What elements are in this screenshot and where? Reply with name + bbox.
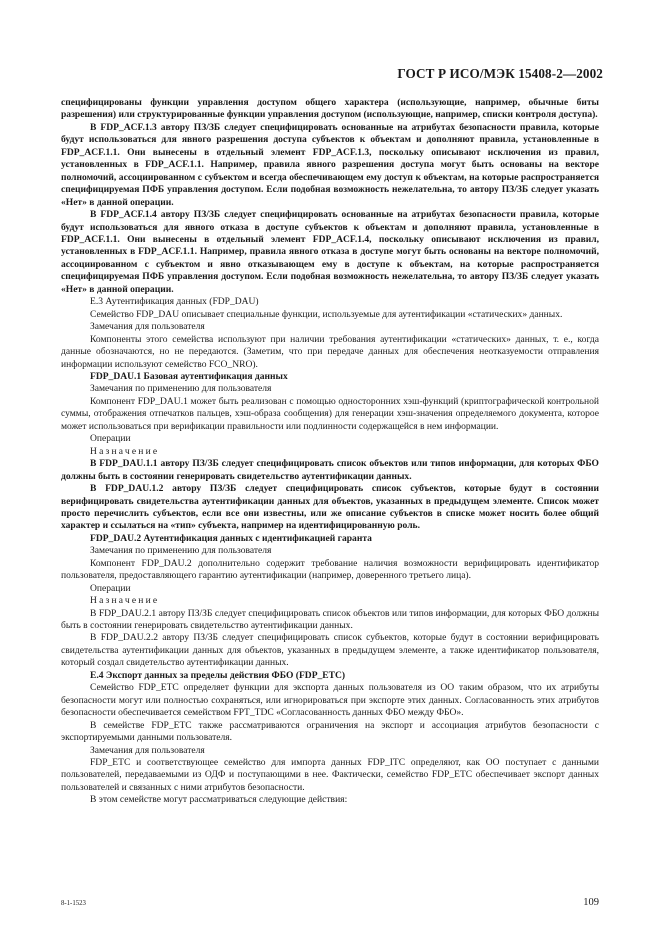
subheading-spaced: Назначение bbox=[90, 595, 160, 607]
paragraph: Семейство FDP_DAU описывает специальные функции, используемые для аутентификации «статических» данных. bbox=[90, 308, 563, 320]
paragraph: В FDP_DAU.1.1 автору ПЗ/ЗБ следует специфицировать список объектов или типов информации, для которых ФБО должны быть в состоянии генерировать свидетельство аутентификации данных. bbox=[61, 458, 599, 482]
paragraph: Семейство FDP_ETC определяет функции для экспорта данных пользователя из ОО таким образом, что их атрибуты безопасности могут или полностью сохраняться, или игнорироваться при экспорте этих данных. Согласованность этих атрибутов безопасности обеспечивается семейством FPT_TDC «Согласованность данных ФБО между ФБО». bbox=[61, 682, 599, 719]
subheading: Операции bbox=[90, 433, 131, 445]
subheading: Замечания для пользователя bbox=[90, 744, 205, 756]
paragraph: В FDP_ACF.1.3 автору ПЗ/ЗБ следует специфицировать основанные на атрибутах безопасности правила, которые будут использоваться для явного разрешения доступа субъектов к объектам и дополняют правила, установленные в FDP_ACF.1.1. Они вынесены в отдельный элемент FDP_ACF.1.3, поскольку описывают исключения из правил, установленных в FDP_ACF.1.1. Например, правила явного разрешения доступа могут быть основаны на векторе полномочий, ассоциированном с субъектом и всегда обеспечивающем ему доступ к объектам, на которые распространяется специфицируемая ПФБ управления доступом. Если подобная возможность нежелательна, то автору ПЗ/ЗБ следует указать «Нет» в данной операции. bbox=[61, 121, 599, 208]
paragraph: Компонент FDP_DAU.2 дополнительно содержит требование наличия возможности верифицировать идентификатор пользователя, предоставляющего гарантию аутентификации (например, доверенного третьего лица). bbox=[61, 557, 599, 582]
paragraph: В семействе FDP_ETC также рассматриваются ограничения на экспорт и ассоциация атрибутов безопасности с экспортируемыми данными пользователя. bbox=[61, 719, 599, 744]
document-body bbox=[61, 97, 599, 807]
section-heading: Е.4 Экспорт данных за пределы действия ФБО (FDP_ETC) bbox=[90, 669, 346, 681]
paragraph: В FDP_DAU.1.2 автору ПЗ/ЗБ следует специфицировать список субъектов, которые будут в состоянии верифицировать свидетельства аутентификации данных для объектов, указанных в предыдущем элементе. Список может просто перечислить субъектов, если все они известны, или же описание субъектов в списке может носить более общий характер и ссылаться на «тип» субъекта, например на идентифицированную роль. bbox=[61, 483, 599, 532]
subheading: Замечания для пользователя bbox=[90, 321, 205, 333]
paragraph: В FDP_ACF.1.4 автору ПЗ/ЗБ следует специфицировать основанные на атрибутах безопасности правила, которые будут использоваться для явного отказа в доступе субъектов к объектам и дополняют правила, установленные в FDP_ACF.1.1. Они вынесены в отдельный элемент FDP_ACF.1.4, поскольку описывают исключения из правил, установленных в FDP_ACF.1.1. Например, правила явного отказа в доступе могут быть основаны на векторе полномочий, ассоциированном с субъектом и явно отказывающем ему в доступе к объектам, на которые распространяется специфицируемая ПФБ управления доступом. Если подобная возможность нежелательна, то автору ПЗ/ЗБ следует указать «Нет» в данной операции. bbox=[61, 209, 599, 295]
section-heading: Е.3 Аутентификация данных (FDP_DAU) bbox=[90, 296, 259, 308]
paragraph: Компоненты этого семейства используют при наличии требования аутентификации «статических» данных, т. е., когда данные обозначаются, но не передаются. (Заметим, что при передаче данных для обеспечения неотказуемости отправления информации используют семейство FCO_NRO). bbox=[61, 333, 599, 370]
subheading: Операции bbox=[90, 582, 131, 594]
paragraph: В FDP_DAU.2.2 автору ПЗ/ЗБ следует специфицировать список субъектов, которые будут в состоянии верифицировать свидетельства аутентификации данных для объектов, указанных в предыдущем элементе, а также идентификатор пользователя, который создал свидетельство аутентификации данных. bbox=[61, 632, 599, 669]
paragraph: Компонент FDP_DAU.1 может быть реализован с помощью односторонних хэш-функций (криптографической контрольной суммы, отображения отпечатков пальцев, хэш-образа сообщения) для генерации хэш-значения определяемого документа, которое может использоваться при верификации правильности или подлинности содержащейся в нем информации. bbox=[61, 395, 599, 432]
paragraph: В FDP_DAU.2.1 автору ПЗ/ЗБ следует специфицировать список объектов или типов информации, для которых ФБО должны быть в состоянии генерировать свидетельство аутентификации данных. bbox=[61, 607, 599, 632]
subheading: Замечания по применению для пользователя bbox=[90, 383, 272, 395]
subheading: Замечания по применению для пользователя bbox=[90, 545, 272, 557]
paragraph: В этом семействе могут рассматриваться следующие действия: bbox=[90, 794, 348, 806]
subheading-spaced: Назначение bbox=[90, 445, 160, 457]
paragraph: FDP_ETC и соответствующее семейство для импорта данных FDP_ITC определяют, как ОО поступает с данными пользователей, передаваемыми из ОДФ и поступающими в нее. Фактически, семейство FDP_ETC обеспечивает экспорт данных пользователей и связанных с ними атрибутов безопасности. bbox=[61, 757, 599, 793]
component-heading: FDP_DAU.1 Базовая аутентификация данных bbox=[90, 370, 288, 382]
page-header-title: ГОСТ Р ИСО/МЭК 15408-2—2002 bbox=[397, 66, 603, 81]
page-number: 109 bbox=[583, 897, 599, 908]
print-code: 8-1-1523 bbox=[61, 900, 86, 907]
paragraph: специфицированы функции управления доступом общего характера (использующие, например, обычные биты разрешения) или структурированные функции управления доступом (использующие, например, списки контроля доступа). bbox=[61, 97, 599, 121]
component-heading: FDP_DAU.2 Аутентификация данных с идентификацией гаранта bbox=[90, 532, 372, 544]
